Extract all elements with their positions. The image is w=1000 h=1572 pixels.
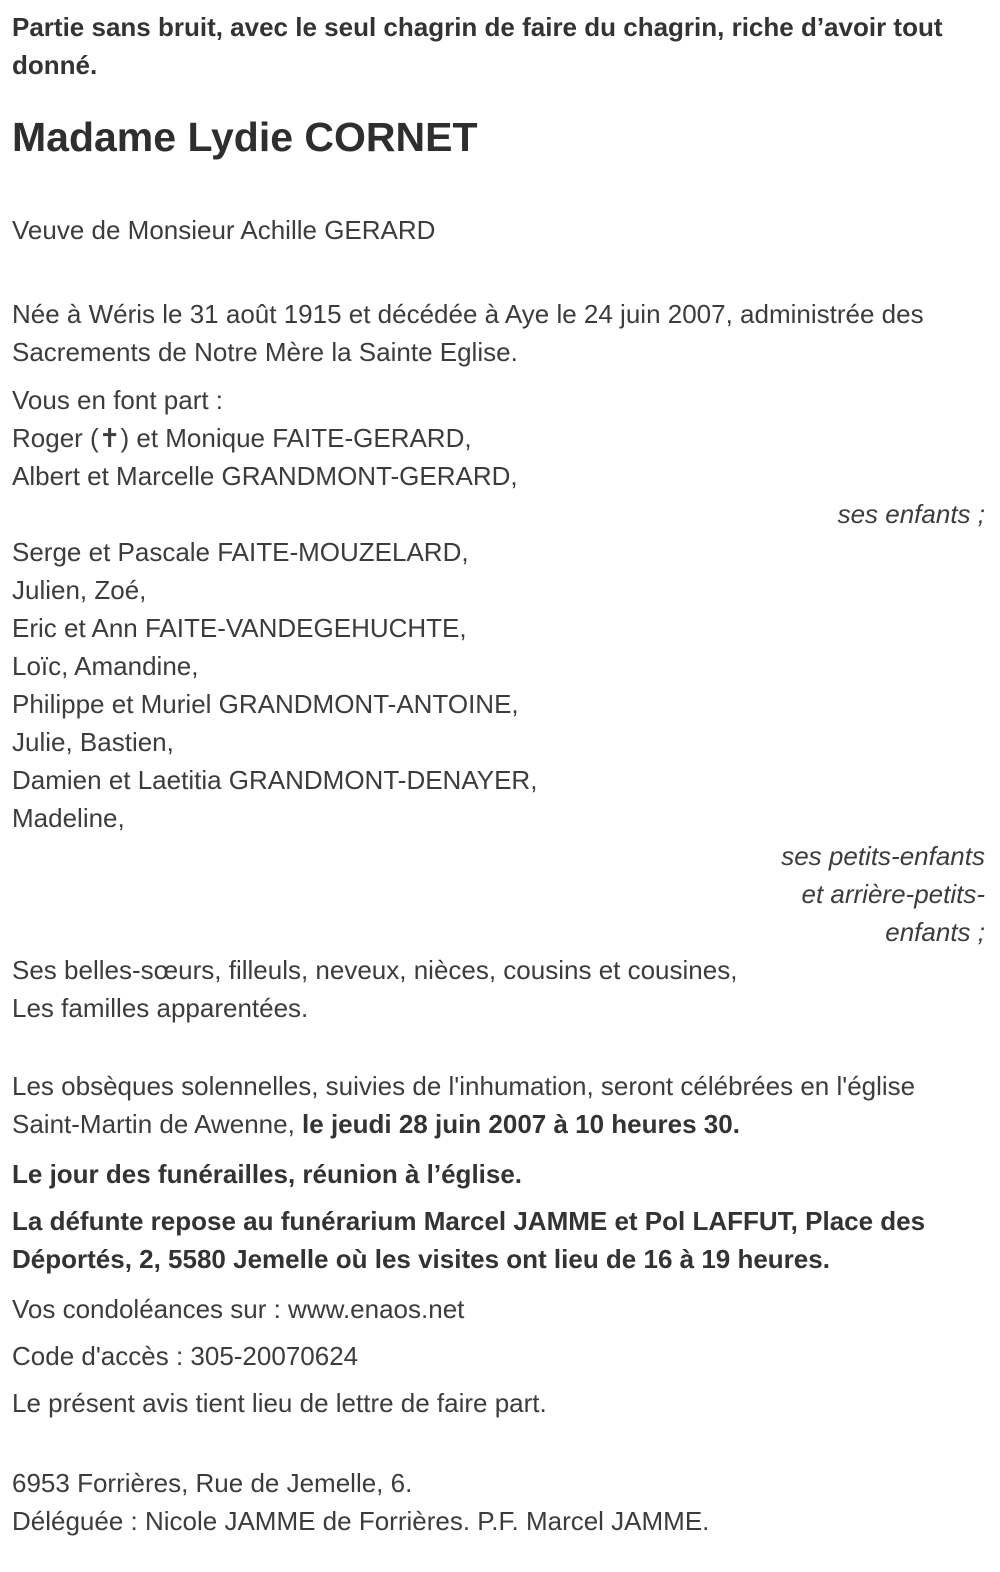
relatives-line: Ses belles-sœurs, filleuls, neveux, nièces, cousins et cousines, <box>12 955 738 986</box>
funeral-service-text: Les obsèques solennelles, suivies de l'inhumation, seront célébrées en l'église Saint-Martin de Awenne, <box>12 1071 916 1140</box>
death-notice-page <box>12 8 985 1540</box>
children-list <box>12 419 985 495</box>
grandchildren-list <box>12 533 985 837</box>
grandchildren-label-line: et arrière-petits- <box>801 879 985 910</box>
funeral-day-line: Le jour des funérailles, réunion à l’église. <box>12 1159 523 1190</box>
grandchildren-label <box>12 837 985 951</box>
grandchildren-line: Loïc, Amandine, <box>12 651 199 682</box>
announcement-intro: Vous en font part : <box>12 385 224 416</box>
deceased-name: Madame Lydie CORNET <box>12 114 478 160</box>
grandchildren-label-line: ses petits-enfants <box>781 841 985 872</box>
funeral-date-bold: le jeudi 28 juin 2007 à 10 heures 30. <box>302 1109 740 1140</box>
children-line: Albert et Marcelle GRANDMONT-GERARD, <box>12 461 518 492</box>
grandchildren-line: Damien et Laetitia GRANDMONT-DENAYER, <box>12 765 538 796</box>
repose-paragraph: La défunte repose au funérarium Marcel JAMME et Pol LAFFUT, Place des Déportés, 2, 5580 Jemelle où les visites ont lieu de 16 à 19 heures. <box>12 1206 926 1275</box>
grandchildren-line: Julien, Zoé, <box>12 575 147 606</box>
grandchildren-line: Julie, Bastien, <box>12 727 174 758</box>
grandchildren-label-line: enfants ; <box>885 917 985 948</box>
grandchildren-line: Serge et Pascale FAITE-MOUZELARD, <box>12 537 469 568</box>
address-line: 6953 Forrières, Rue de Jemelle, 6. <box>12 1468 413 1499</box>
widow-line: Veuve de Monsieur Achille GERARD <box>12 215 436 246</box>
epigraph: Partie sans bruit, avec le seul chagrin de faire du chagrin, riche d’avoir tout donné. <box>12 12 943 80</box>
footer-block <box>12 1464 985 1540</box>
funeral-service-paragraph <box>12 1067 985 1143</box>
grandchildren-line: Philippe et Muriel GRANDMONT-ANTOINE, <box>12 689 519 720</box>
delegate-line: Déléguée : Nicole JAMME de Forrières. P.F. Marcel JAMME. <box>12 1506 710 1537</box>
children-line: Roger (✝) et Monique FAITE-GERARD, <box>12 423 472 454</box>
condolences-line: Vos condoléances sur : www.enaos.net <box>12 1294 465 1325</box>
families-line: Les familles apparentées. <box>12 993 309 1024</box>
grandchildren-line: Eric et Ann FAITE-VANDEGEHUCHTE, <box>12 613 467 644</box>
grandchildren-line: Madeline, <box>12 803 125 834</box>
children-label: ses enfants ; <box>837 499 985 530</box>
birth-death-line: Née à Wéris le 31 août 1915 et décédée à Aye le 24 juin 2007, administrée des Sacrements de Notre Mère la Sainte Eglise. <box>12 299 924 368</box>
legal-notice-line: Le présent avis tient lieu de lettre de faire part. <box>12 1388 547 1419</box>
access-code-line: Code d'accès : 305-20070624 <box>12 1341 359 1372</box>
